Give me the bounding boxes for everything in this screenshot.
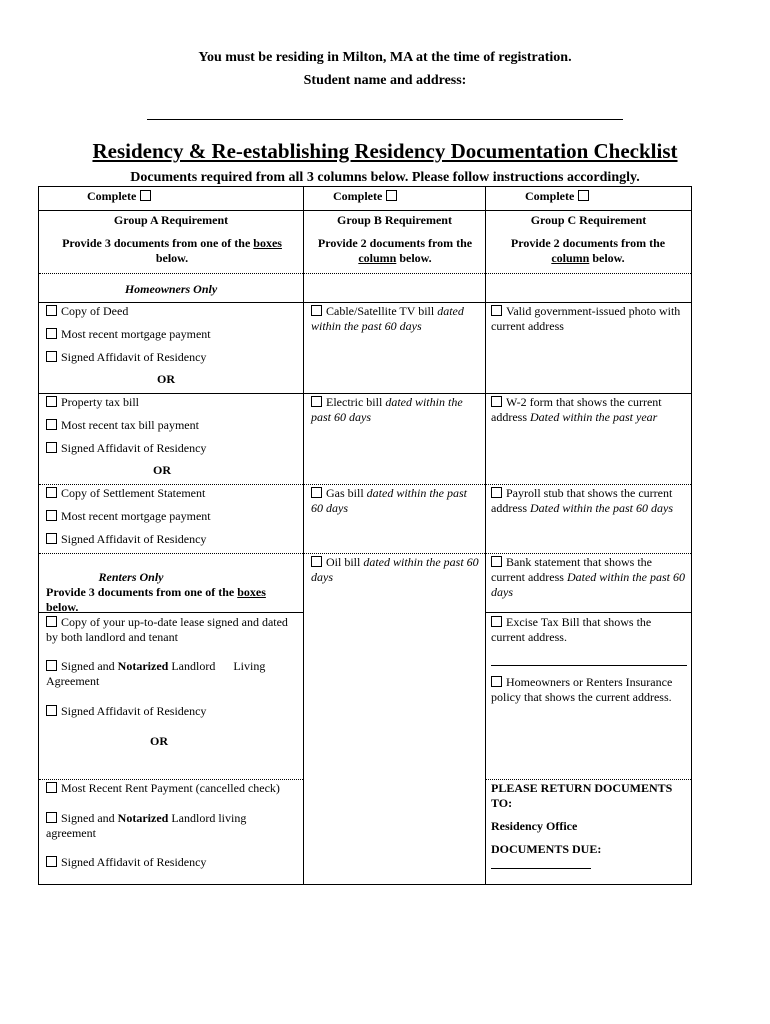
checklist-item[interactable]: Most recent tax bill payment [46,418,199,433]
checkbox-icon [46,396,57,407]
student-name-address-field-line[interactable] [147,119,623,120]
checkbox-icon [46,328,57,339]
checklist-item[interactable]: Bank statement that shows the current address Dated within the past 60 days [491,555,685,599]
checkbox-icon [311,556,322,567]
checklist-item[interactable]: Signed and Notarized Landlord living agreement [46,811,247,840]
or-separator: OR [153,463,171,477]
checklist-item[interactable]: Copy of Deed [46,304,128,319]
checkbox-icon [46,856,57,867]
checkbox-icon [46,782,57,793]
checkbox-icon [46,510,57,521]
complete-a-checkbox[interactable] [87,189,151,204]
checkbox-icon [140,190,151,201]
checklist-item[interactable]: Excise Tax Bill that shows the current address. [491,615,652,644]
page-title: Residency & Re-establishing Residency Documentation Checklist [92,139,678,163]
checklist-item[interactable]: Homeowners or Renters Insurance policy that shows the current address. [491,675,673,704]
page-subtitle: Documents required from all 3 columns below. Please follow instructions accordingly. [130,170,640,185]
checklist-item[interactable]: Property tax bill [46,395,139,410]
checkbox-icon [311,396,322,407]
renters-instructions: Provide 3 documents from one of the boxes below. [46,585,266,614]
checklist-item[interactable]: Signed Affidavit of Residency [46,441,206,456]
row-divider [39,553,691,554]
group-b-instructions: Provide 2 documents from the column below. [317,236,473,265]
checkbox-icon [386,190,397,201]
blank-line [491,665,687,666]
checklist-item[interactable]: W-2 form that shows the current address Dated within the past year [491,395,662,424]
checklist-table [38,186,692,885]
checklist-item[interactable]: Most Recent Rent Payment (cancelled check) [46,781,280,796]
residency-office-label: Residency Office [491,819,578,833]
complete-a-label: Complete [87,189,137,203]
row-divider [485,779,691,780]
complete-c-checkbox[interactable] [525,189,589,204]
checkbox-icon [491,487,502,498]
checklist-item[interactable]: Most recent mortgage payment [46,509,211,524]
checkbox-icon [46,442,57,453]
checklist-item[interactable]: Electric bill dated within the past 60 days [311,395,463,424]
renters-only-heading: Renters Only [98,570,164,584]
checkbox-icon [46,812,57,823]
checkbox-icon [578,190,589,201]
or-separator: OR [157,372,175,386]
checklist-item[interactable]: Gas bill dated within the past 60 days [311,486,468,515]
complete-c-label: Complete [525,189,575,203]
row-divider [39,484,691,485]
checklist-item[interactable]: Most recent mortgage payment [46,327,211,342]
please-return-label: PLEASE RETURN DOCUMENTS TO: [491,781,673,810]
checkbox-icon [491,305,502,316]
checkbox-icon [491,616,502,627]
row-divider [39,302,691,303]
complete-b-label: Complete [333,189,383,203]
checklist-item[interactable]: Valid government-issued photo with current address [491,304,681,333]
checkbox-icon [46,705,57,716]
group-a-instructions: Provide 3 documents from one of the boxes below. [62,236,282,265]
checklist-item[interactable]: Signed Affidavit of Residency [46,532,206,547]
checkbox-icon [46,487,57,498]
checklist-item[interactable]: Signed Affidavit of Residency [46,855,206,870]
checkbox-icon [46,419,57,430]
checklist-item[interactable]: Payroll stub that shows the current address Dated within the past 60 days [491,486,673,515]
group-a-title: Group A Requirement [113,213,229,227]
checklist-item[interactable]: Signed Affidavit of Residency [46,350,206,365]
student-name-address-label: Student name and address: [303,73,467,88]
checkbox-icon [491,556,502,567]
checkbox-icon [46,533,57,544]
documents-due-label: DOCUMENTS DUE: [491,842,602,856]
checkbox-icon [311,487,322,498]
group-c-title: Group C Requirement [530,213,647,227]
checkbox-icon [46,616,57,627]
due-date-field-line[interactable] [491,868,591,869]
or-separator: OR [150,734,168,748]
checklist-item[interactable]: Signed and Notarized Landlord Living Agreement [46,659,268,688]
checklist-item[interactable]: Copy of Settlement Statement [46,486,205,501]
row-divider [485,612,691,613]
checkbox-icon [46,660,57,671]
homeowners-only-heading: Homeowners Only [124,282,218,296]
column-divider-a-b [303,187,304,884]
checkbox-icon [491,396,502,407]
checklist-item[interactable]: Oil bill dated within the past 60 days [311,555,479,584]
checklist-item[interactable]: Copy of your up-to-date lease signed and dated by both landlord and tenant [46,615,288,644]
complete-b-checkbox[interactable] [333,189,397,204]
row-divider [39,779,303,780]
checklist-item[interactable]: Signed Affidavit of Residency [46,704,206,719]
checkbox-icon [491,676,502,687]
row-divider [39,210,691,211]
group-c-instructions: Provide 2 documents from the column below. [510,236,666,265]
checkbox-icon [311,305,322,316]
row-divider [39,393,691,394]
checkbox-icon [46,305,57,316]
checkbox-icon [46,351,57,362]
group-b-title: Group B Requirement [337,213,452,227]
checklist-item[interactable]: Cable/Satellite TV bill dated within the past 60 days [311,304,464,333]
residency-requirement-note: You must be residing in Milton, MA at the time of registration. [198,50,572,65]
row-divider [39,273,691,274]
